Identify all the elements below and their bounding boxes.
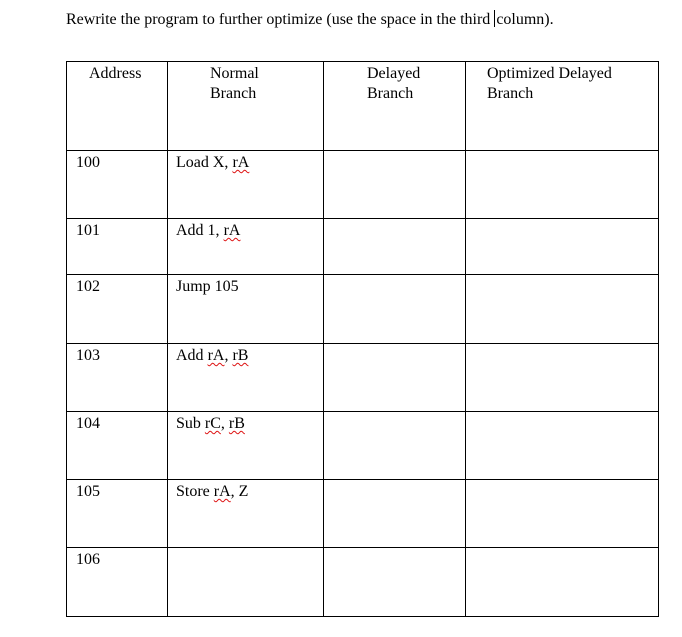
instr-op: Jump 105 [176, 278, 239, 295]
header-address [67, 62, 168, 151]
address-cell: 105 [67, 480, 168, 548]
instruction-text [66, 10, 554, 29]
normal-branch-cell[interactable] [168, 412, 324, 480]
address-cell: 103 [67, 344, 168, 412]
header-normal-branch [168, 62, 324, 151]
instr-register: rA [232, 154, 250, 171]
instr-op: Load X, [176, 154, 233, 171]
address-cell: 101 [67, 219, 168, 275]
instr-separator: , [224, 347, 233, 364]
header-address-label: Address [89, 65, 142, 82]
instr-register: rB [232, 347, 249, 364]
address-cell: 106 [67, 548, 168, 617]
program-table [66, 61, 659, 617]
delayed-branch-cell[interactable] [324, 480, 466, 548]
optimized-delayed-branch-cell[interactable] [466, 480, 659, 548]
normal-branch-cell[interactable] [168, 151, 324, 219]
instr-op: Store [176, 483, 214, 500]
table-row [67, 275, 659, 344]
normal-branch-cell[interactable] [168, 219, 324, 275]
address-cell: 100 [67, 151, 168, 219]
table-row [67, 151, 659, 219]
delayed-branch-cell[interactable] [324, 548, 466, 617]
instr-register: rC [204, 415, 221, 432]
header-normal-line2: Branch [210, 85, 257, 102]
instr-register: rB [228, 415, 245, 432]
instruction-before-cursor: Rewrite the program to further optimize (use the space in the third [66, 11, 495, 28]
optimized-delayed-branch-cell[interactable] [466, 344, 659, 412]
header-optimized-delayed-branch [466, 62, 659, 151]
delayed-branch-cell[interactable] [324, 412, 466, 480]
optimized-delayed-branch-cell[interactable] [466, 548, 659, 617]
header-delayed-line1: Delayed [367, 65, 421, 82]
address-cell: 104 [67, 412, 168, 480]
instr-op: Sub [176, 415, 205, 432]
instr-tail: , Z [230, 483, 249, 500]
optimized-delayed-branch-cell[interactable] [466, 151, 659, 219]
normal-branch-cell[interactable] [168, 548, 324, 617]
instr-op: Add 1, [176, 222, 224, 239]
header-delayed-line2: Branch [367, 85, 414, 102]
table-row [67, 412, 659, 480]
instr-register: rA [223, 222, 241, 239]
instr-register: rA [207, 347, 225, 364]
delayed-branch-cell[interactable] [324, 275, 466, 344]
normal-branch-cell[interactable] [168, 275, 324, 344]
optimized-delayed-branch-cell[interactable] [466, 412, 659, 480]
header-optimized-line1: Optimized Delayed [487, 65, 612, 82]
instruction-after-cursor: column). [496, 11, 554, 28]
table-row [67, 219, 659, 275]
header-optimized-line2: Branch [487, 85, 534, 102]
instr-op: Add [176, 347, 208, 364]
normal-branch-cell[interactable] [168, 344, 324, 412]
delayed-branch-cell[interactable] [324, 219, 466, 275]
instr-separator: , [220, 415, 229, 432]
table-row [67, 480, 659, 548]
normal-branch-cell[interactable] [168, 480, 324, 548]
header-delayed-branch [324, 62, 466, 151]
delayed-branch-cell[interactable] [324, 151, 466, 219]
optimized-delayed-branch-cell[interactable] [466, 275, 659, 344]
table-row [67, 344, 659, 412]
table-row [67, 548, 659, 617]
header-row [67, 62, 659, 151]
delayed-branch-cell[interactable] [324, 344, 466, 412]
header-normal-line1: Normal [210, 65, 259, 82]
optimized-delayed-branch-cell[interactable] [466, 219, 659, 275]
address-cell: 102 [67, 275, 168, 344]
instr-register: rA [213, 483, 231, 500]
